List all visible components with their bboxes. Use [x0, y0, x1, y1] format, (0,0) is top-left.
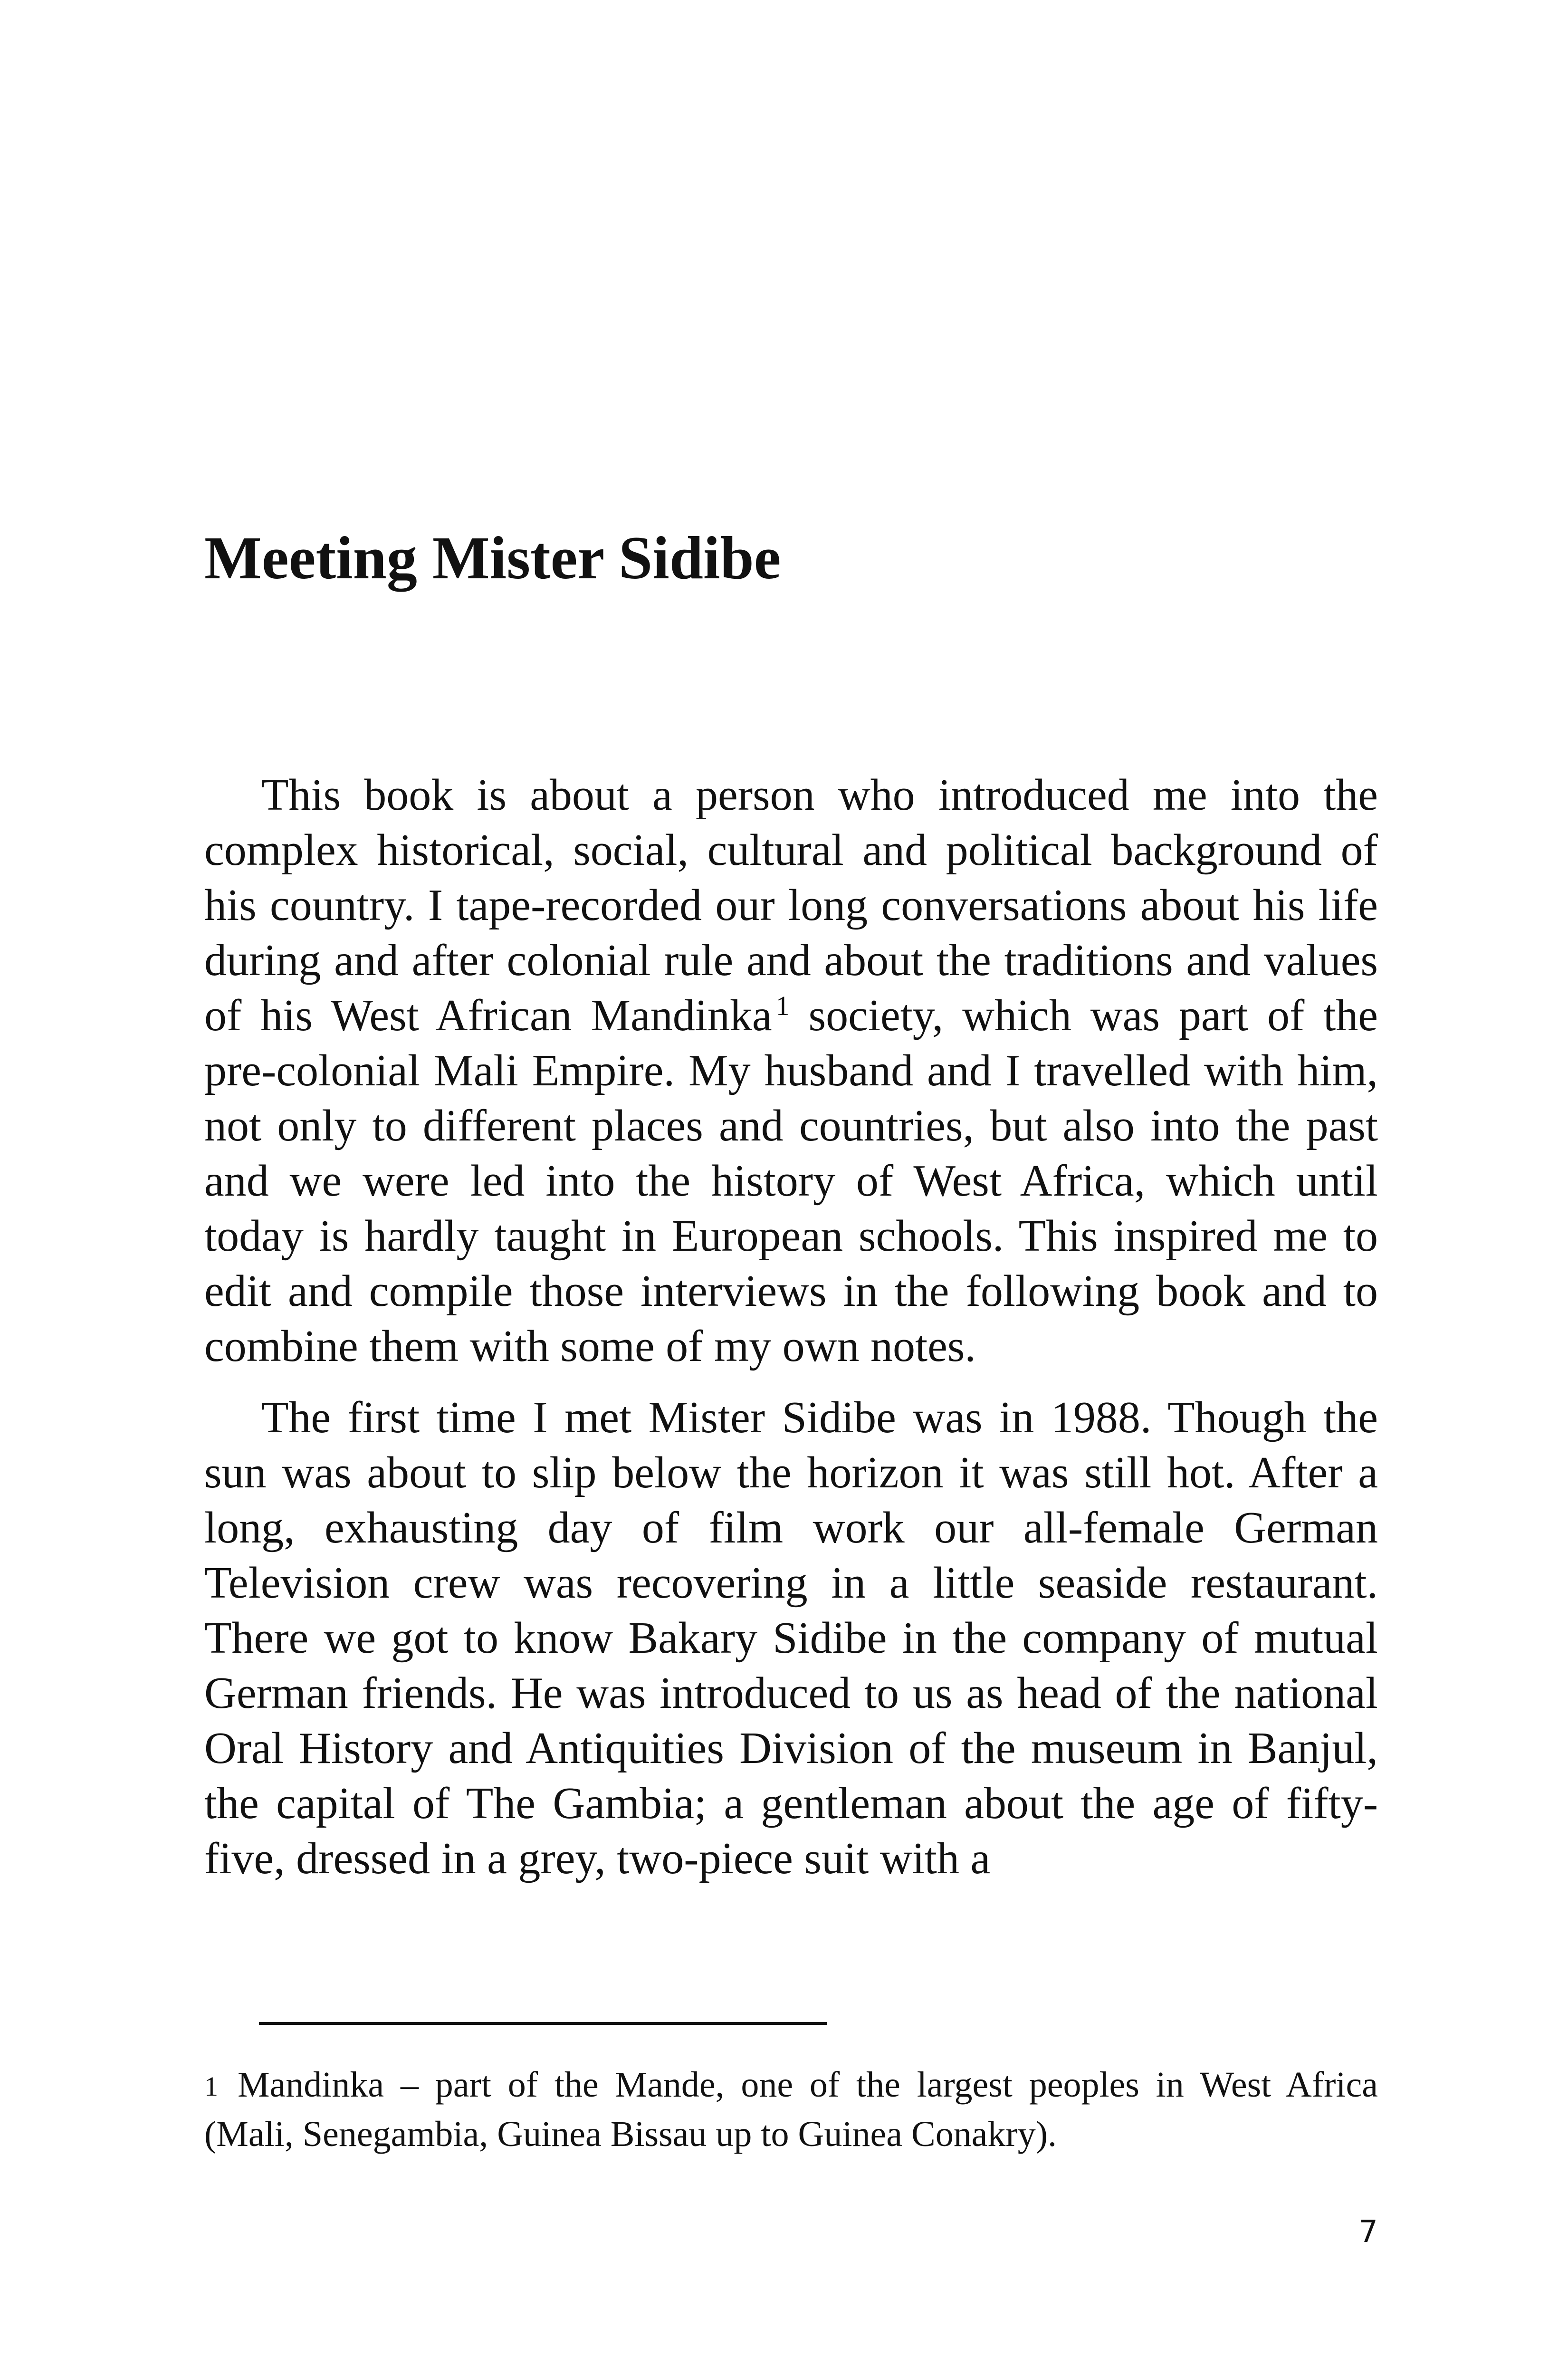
footnote-separator	[259, 2022, 827, 2025]
footnote-text: Mandinka – part of the Mande, one of the largest peoples in West Africa (Mali, Senegambia, Guinea Bissau up to Guinea Conakry).	[204, 2065, 1378, 2154]
page-number: 7	[1358, 2214, 1378, 2250]
paragraph-2: The first time I met Mister Sidibe was in 1988. Though the sun was about to slip below the horizon it was still hot. After a long, exhausting day of film work our all-female German Television crew was recovering in a little seaside restaurant. There we got to know Bakary Sidibe in the company of mutual German friends. He was introduced to us as head of the national Oral History and Antiquities Division of the museum in Banjul, the capital of The Gambia; a gentleman about the age of fifty-five, dressed in a grey, two-piece suit with a	[204, 1393, 1378, 1883]
chapter-title: Meeting Mister Sidibe	[204, 524, 781, 592]
footnote	[204, 2060, 1378, 2159]
body-text	[204, 767, 1378, 1886]
paragraph-1-text-end: society, which was part of the pre-colonial Mali Empire. My husband and I travelled with him, not only to different places and countries, but also into the past and we were led into the history of West Africa, which until today is hardly taught in European schools. This inspired me to edit and compile those interviews in the following book and to combine them with some of my own notes.	[204, 991, 1378, 1371]
footnote-reference: 1	[775, 990, 790, 1021]
footnote-mark: 1	[204, 2071, 218, 2102]
paragraph-1-text-start: This book is about a person who introduced me into the complex historical, social, cultural and political background of his country. I tape-recorded our long conversations about his life during and after colonial rule and about the traditions and values of his West African Mandinka	[204, 770, 1378, 1040]
paragraph-1	[204, 767, 1378, 1374]
